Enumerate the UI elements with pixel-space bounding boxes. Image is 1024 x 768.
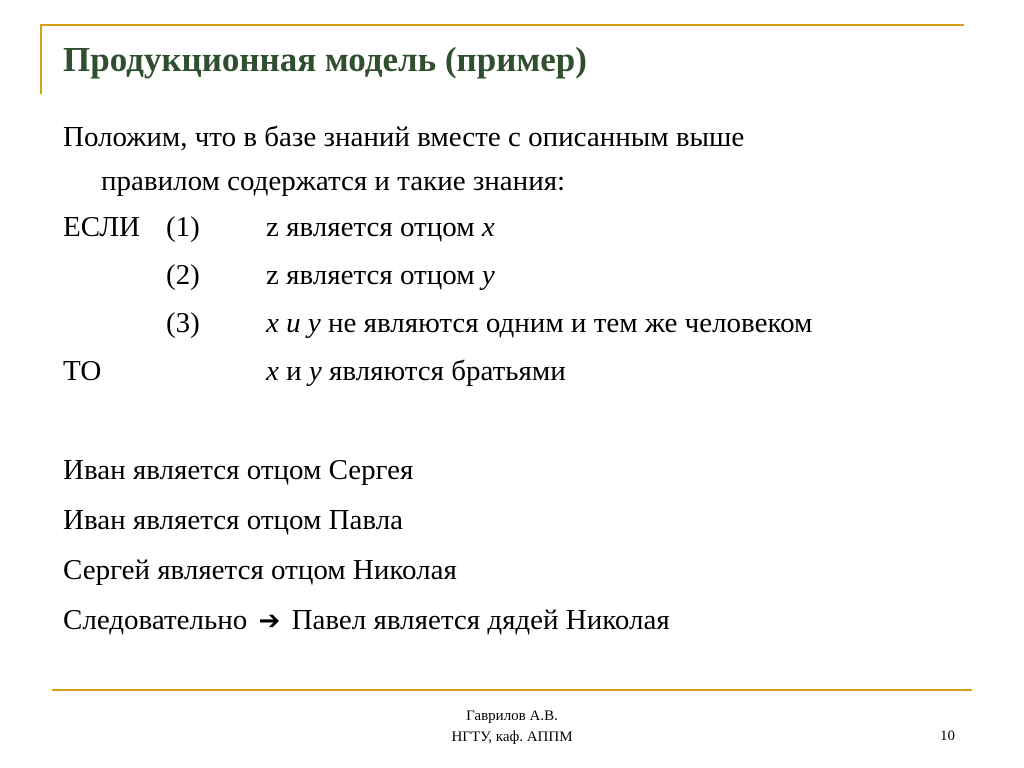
- conclusion-variable-x: x: [266, 355, 279, 387]
- rule-row-1: [63, 203, 963, 251]
- fact-line: Иван является отцом Павла: [63, 504, 404, 536]
- condition-text-main: не являются одним и тем же человеком: [320, 307, 813, 339]
- spacer: [63, 395, 963, 445]
- condition-text: [266, 203, 495, 251]
- footer-org: НГТУ, каф. АППМ: [451, 729, 573, 745]
- rule-row-2: [63, 251, 963, 299]
- condition-text: [266, 251, 495, 299]
- rule-row-then: [63, 347, 963, 395]
- conclusion-text: [266, 347, 566, 395]
- condition-variable: y: [481, 259, 495, 291]
- conclusion-prefix: Следовательно: [63, 604, 248, 636]
- condition-text: [266, 299, 812, 347]
- conclusion-statement: Павел является дядей Николая: [291, 604, 670, 636]
- condition-text-main: z является отцом: [266, 211, 482, 243]
- slide-content: [63, 115, 963, 645]
- intro-line-1: Положим, что в базе знаний вместе с описанным выше: [63, 121, 745, 153]
- condition-number: (3): [166, 307, 200, 339]
- right-arrow-icon: ➔: [258, 606, 281, 636]
- fact-line: Иван является отцом Сергея: [63, 454, 414, 486]
- fact-line: Сергей является отцом Николая: [63, 554, 457, 586]
- if-keyword: ЕСЛИ: [63, 211, 140, 243]
- conclusion-main: являются братьями: [321, 355, 566, 387]
- slide-title: Продукционная модель (пример): [63, 40, 587, 79]
- conclusion-variable-y: y: [308, 355, 322, 387]
- condition-number: (2): [166, 259, 200, 291]
- intro-paragraph: [63, 115, 963, 203]
- conclusion-connector: и: [278, 355, 309, 387]
- condition-number: (1): [166, 211, 200, 243]
- footer-author: Гаврилов А.В.: [466, 708, 558, 724]
- bottom-rule: [52, 689, 972, 691]
- rule-row-3: [63, 299, 963, 347]
- page-number: 10: [940, 728, 955, 744]
- condition-variables: x и y: [266, 307, 321, 339]
- intro-line-2: правилом содержатся и такие знания:: [101, 165, 566, 197]
- conclusion-line: [63, 595, 963, 645]
- left-rule: [40, 24, 42, 94]
- condition-text-main: z является отцом: [266, 259, 482, 291]
- then-keyword: ТО: [63, 355, 102, 387]
- condition-variable: x: [481, 211, 495, 243]
- top-rule: [40, 24, 964, 26]
- footer: [0, 706, 1024, 748]
